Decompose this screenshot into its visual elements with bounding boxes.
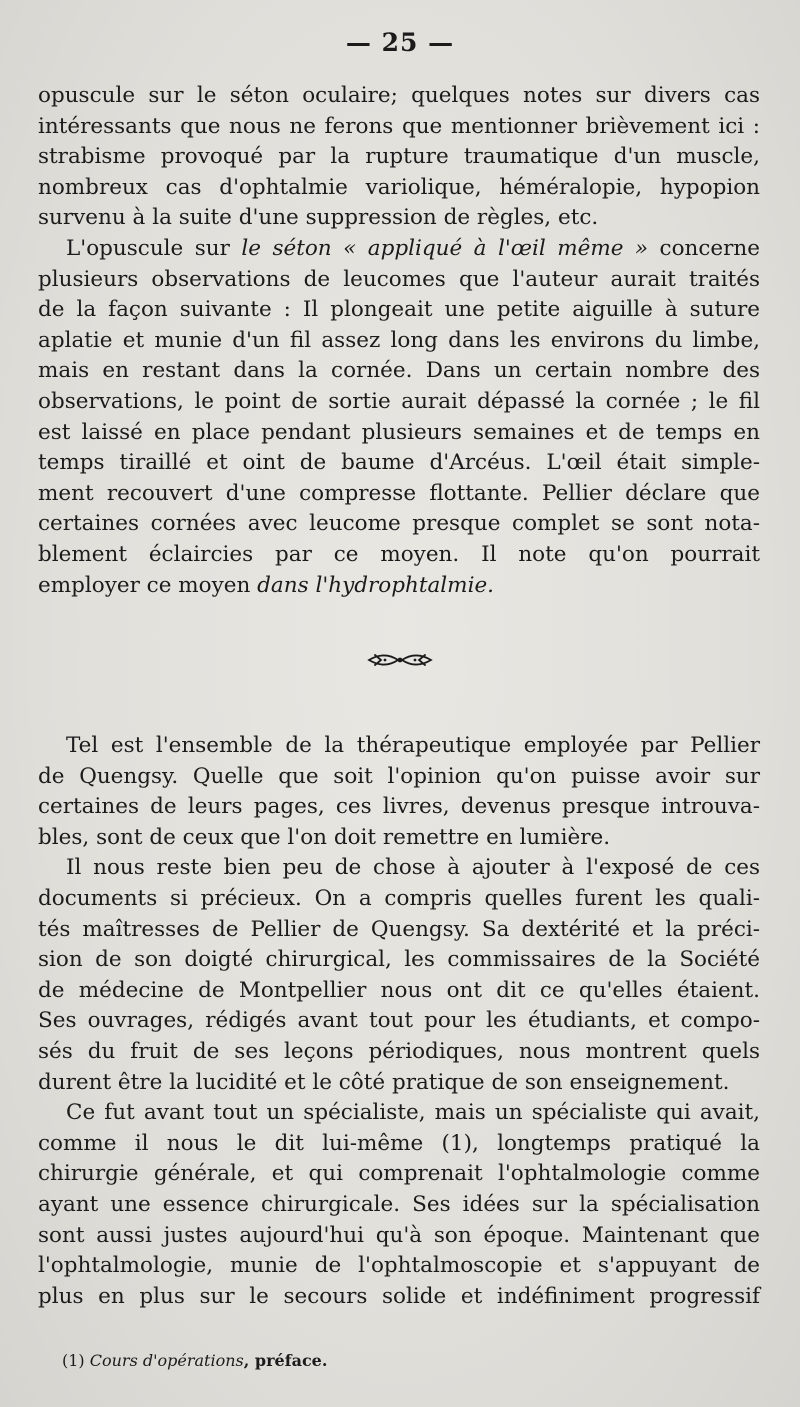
italic-span: dans l'hydrophtalmie. <box>257 572 494 598</box>
text-line: de Quengsy. Quelle que soit l'opinion qu'on puisse avoir sur <box>38 763 760 789</box>
text-line: de la façon suivante : Il plongeait une petite aiguille à suture <box>38 297 760 323</box>
page-number: — 25 — <box>345 28 455 57</box>
text-line: certaines de leurs pages, ces livres, devenus presque introuva- <box>38 794 760 820</box>
text-line: observations, le point de sortie aurait dépassé la cornée ; le fil <box>38 388 760 414</box>
text-span: employer ce moyen <box>38 572 258 598</box>
text-line: certaines cornées avec leucome presque complet se sont nota- <box>38 511 760 537</box>
section-ornament <box>0 646 800 678</box>
text-line: plusieurs observations de leucomes que l'auteur aurait traités <box>38 266 760 292</box>
text-line: durent être la lucidité et le côté pratique de son enseignement. <box>38 1069 730 1095</box>
text-line: aplatie et munie d'un fil assez long dans les environs du limbe, <box>38 327 760 353</box>
text-line: temps tiraillé et oint de baume d'Arcéus. L'œil était simple- <box>38 450 760 476</box>
ornament-icon <box>365 646 435 674</box>
text-line: Ses ouvrages, rédigés avant tout pour les étudiants, et compo- <box>38 1008 760 1034</box>
text-line: sont aussi justes aujourd'hui qu'à son époque. Maintenant que <box>38 1222 760 1248</box>
text-line: comme il nous le dit lui-même (1), longtemps pratiqué la <box>38 1130 760 1156</box>
text-line: documents si précieux. On a compris quelles furent les quali- <box>38 885 760 911</box>
text-line: de médecine de Montpellier nous ont dit ce qu'elles étaient. <box>38 977 760 1003</box>
text-block-bottom <box>38 731 760 1312</box>
text-line: chirurgie générale, et qui comprenait l'ophtalmologie comme <box>38 1161 760 1187</box>
text-line: Il nous reste bien peu de chose à ajouter à l'exposé de ces <box>66 855 760 881</box>
text-line: sés du fruit de ses leçons périodiques, nous montrent quels <box>38 1038 760 1064</box>
text-line: mais en restant dans la cornée. Dans un certain nombre des <box>38 358 760 384</box>
footnote <box>62 1350 327 1372</box>
text-line: plus en plus sur le secours solide et indéfiniment progressif <box>38 1283 760 1309</box>
text-line: ment recouvert d'une compresse flottante. Pellier déclare que <box>38 480 760 506</box>
text-line <box>38 571 760 602</box>
text-line: strabisme provoqué par la rupture traumatique d'un muscle, <box>38 144 760 170</box>
italic-span: le séton « appliqué à l'œil même » <box>241 235 649 261</box>
text-line: intéressants que nous ne ferons que mentionner brièvement ici : <box>38 113 760 139</box>
text-line: nombreux cas d'ophtalmie variolique, héméralopie, hypopion <box>38 174 760 200</box>
text-line: opuscule sur le séton oculaire; quelques notes sur divers cas <box>38 83 760 108</box>
text-line: Tel est l'ensemble de la thérapeutique employée par Pellier <box>66 733 760 758</box>
text-line: l'ophtalmologie, munie de l'ophtalmoscopie et s'appuyant de <box>38 1253 760 1279</box>
text-line <box>38 234 760 265</box>
text-block-top <box>38 81 760 601</box>
text-line: tés maîtresses de Pellier de Quengsy. Sa dextérité et la préci- <box>38 916 760 942</box>
text-line: sion de son doigté chirurgical, les commissaires de la Société <box>38 947 760 973</box>
text-line: survenu à la suite d'une suppression de règles, etc. <box>38 205 599 231</box>
footnote-title: Cours d'opérations <box>89 1351 244 1370</box>
text-span: L'opuscule sur <box>66 235 242 261</box>
text-line: bles, sont de ceux que l'on doit remettre en lumière. <box>38 824 611 850</box>
text-line: est laissé en place pendant plusieurs semaines et de temps en <box>38 419 760 445</box>
footnote-rest: , préface. <box>243 1351 328 1370</box>
text-line: blement éclaircies par ce moyen. Il note qu'on pourrait <box>38 541 760 567</box>
footnote-marker: (1) <box>62 1351 90 1370</box>
text-line: ayant une essence chirurgicale. Ses idées sur la spécialisation <box>38 1191 760 1217</box>
text-line: Ce fut avant tout un spécialiste, mais un spécialiste qui avait, <box>66 1100 760 1126</box>
text-span: concerne <box>648 235 760 261</box>
